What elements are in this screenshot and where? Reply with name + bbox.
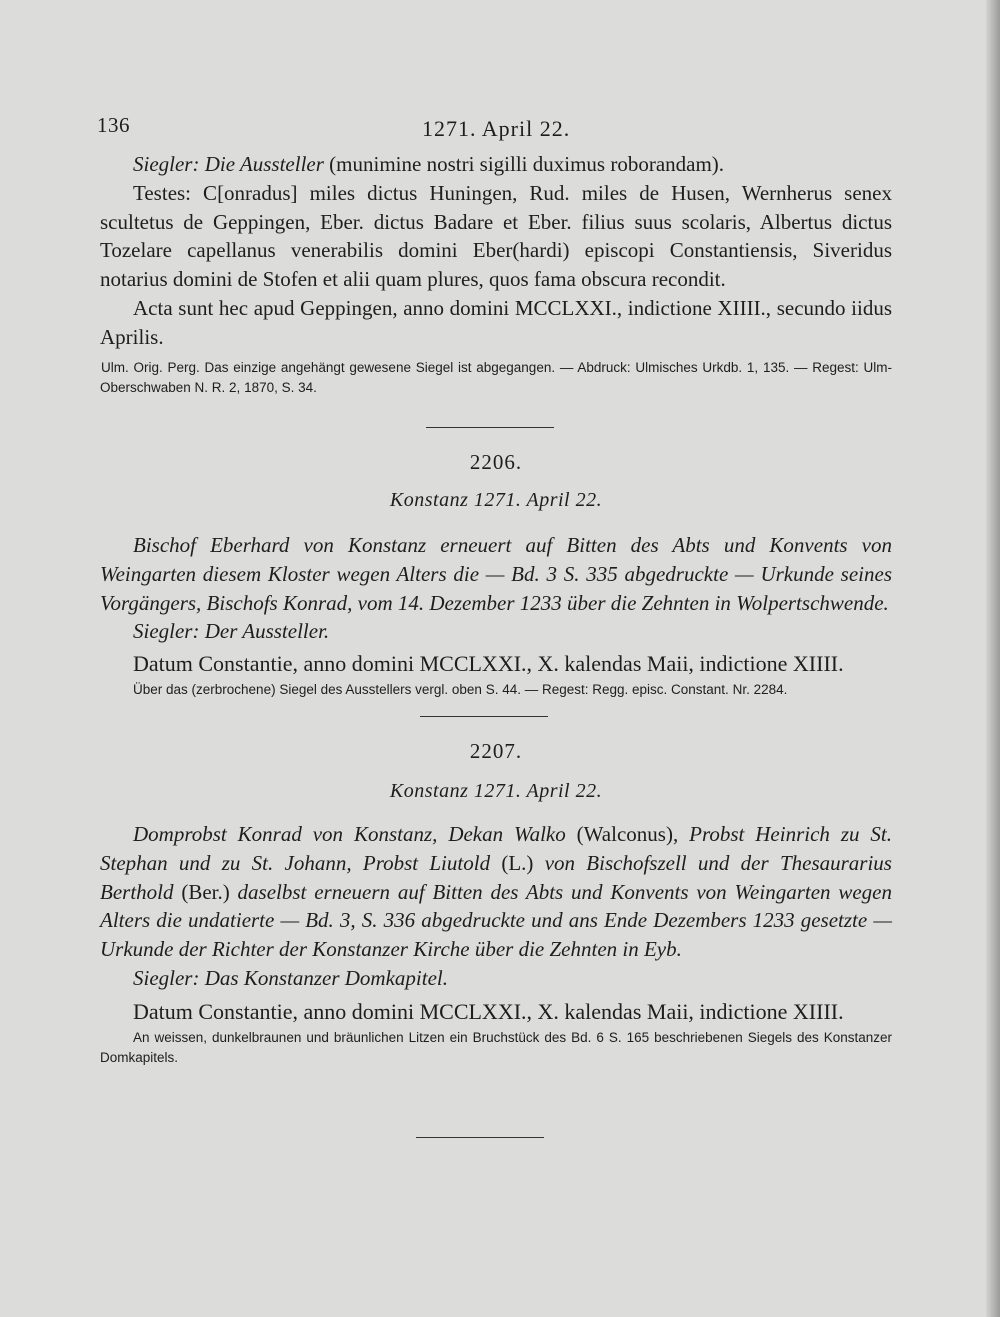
datum-2207: Datum Constantie, anno domini MCCLXXI., X. kalendas Maii, indictione XIIII.	[133, 998, 844, 1024]
note-2207: An weissen, dunkelbraunen und bräunlichen Litzen ein Bruchstück des Bd. 6 S. 165 beschriebenen Siegels des Konstanzer Domkapitels.	[100, 1029, 892, 1065]
page-edge-shadow	[986, 0, 1000, 1317]
summary-text: Domprobst Konrad von Konstanz, Dekan Walko	[133, 822, 566, 846]
summary-text: (Walconus),	[565, 822, 690, 846]
note-2206: Über das (zerbrochene) Siegel des Ausstellers vergl. oben S. 44. — Regest: Regg. episc. Constant. Nr. 2284.	[133, 682, 788, 698]
summary-text: daselbst erneuern auf Bitten des Abts und Konvents von Weingarten wegen Alters die undatierte — Bd. 3, S. 336 abgedruckte und ans Ende Dezembers 1233 gesetzte — Urkunde der Richter der Konstanzer Kirche über die Zehnten in Eyb.	[100, 879, 892, 962]
siegler-line	[100, 150, 892, 179]
section-divider	[420, 716, 548, 717]
summary-text: (L.)	[490, 850, 545, 875]
summary-2206: Bischof Eberhard von Konstanz erneuert auf Bitten des Abts und Konvents von Weingarten diesem Kloster wegen Alters die — Bd. 3 S. 335 abgedruckte — Urkunde seines Vorgängers, Bischofs Konrad, vom 14. Dezember 1233 über die Zehnten in Wolpertschwende.	[100, 533, 892, 615]
siegler-2206: Siegler: Der Aussteller.	[133, 619, 330, 644]
document-2206	[100, 531, 892, 700]
section-divider	[416, 1137, 544, 1138]
datum-2206: Datum Constantie, anno domini MCCLXXI., X. kalendas Maii, indictione XIIII.	[133, 651, 844, 677]
page-number: 136	[97, 113, 130, 137]
testes-paragraph: Testes: C[onradus] miles dictus Huningen, Rud. miles de Husen, Wernherus senex scultetus de Geppingen, Eber. dictus Badare et Eber. filius suus scolaris, Albertus dictus Tozelare capellanus venerabilis domini Eber(hardi) episcopi Constantiensis, Siveridus notarius domini de Stofen et alii quam plures, quos fama obscura recondit.	[100, 180, 892, 292]
section-divider	[426, 427, 554, 428]
acta-paragraph: Acta sunt hec apud Geppingen, anno domini MCCLXXI., indictione XIIII., secundo iidus Aprilis.	[100, 295, 892, 349]
document-number-2207: 2207.	[469, 739, 523, 763]
summary-text: von Bischofszell und der Thesaurarius Berthold	[100, 850, 892, 904]
running-head: 1271. April 22.	[422, 116, 571, 141]
document-2207	[100, 820, 892, 1068]
siegler-2207: Siegler: Das Konstanzer Domkapitel.	[133, 965, 448, 990]
source-note: Ulm. Orig. Perg. Das einzige angehängt gewesene Siegel ist abgegangen. — Abdruck: Ulmisches Urkdb. 1, 135. — Regest: Ulm-Oberschwaben N. R. 2, 1870, S. 34.	[100, 359, 892, 395]
summary-text: Probst Heinrich zu St. Stephan und zu St. Johann, Probst Liutold	[100, 822, 892, 875]
document-2205-tail	[100, 150, 892, 398]
summary-text: (Ber.)	[173, 879, 238, 904]
summary-2207	[100, 820, 892, 964]
document-number-2206: 2206.	[469, 450, 523, 474]
place-date-2206: Konstanz 1271. April 22.	[389, 489, 603, 511]
siegler-rest: (munimine nostri sigilli duximus roborandam).	[323, 152, 725, 176]
place-date-2207: Konstanz 1271. April 22.	[389, 780, 603, 802]
siegler-value: Die Aussteller	[204, 152, 324, 176]
siegler-label: Siegler:	[133, 152, 200, 176]
